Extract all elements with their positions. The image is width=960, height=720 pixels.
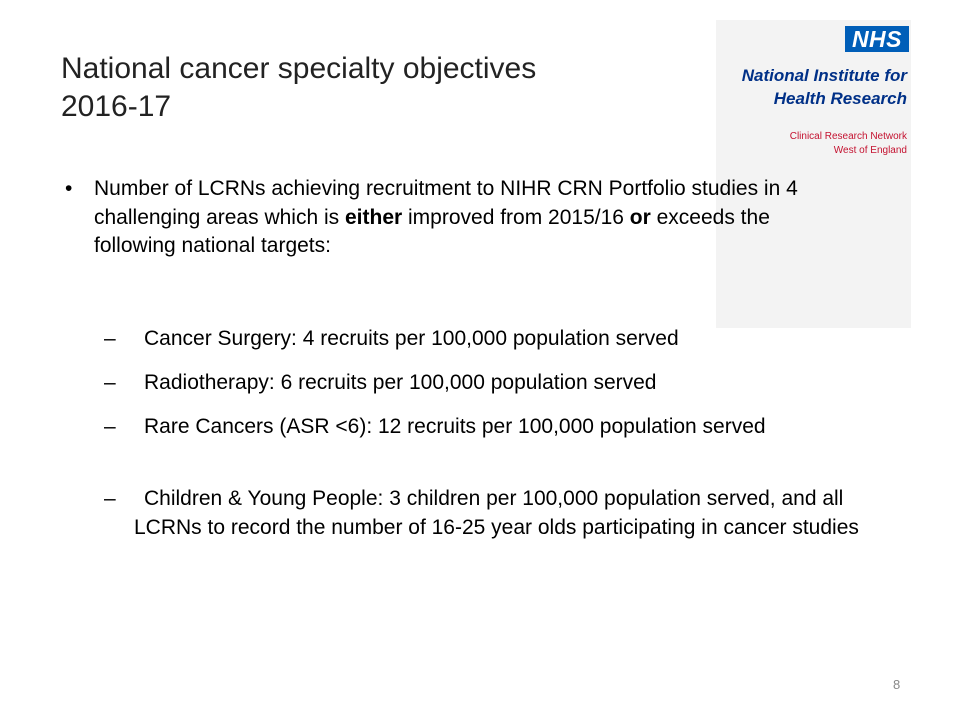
- sub-item-dash: –: [104, 487, 116, 510]
- bullet-bold-either: either: [344, 205, 403, 229]
- bullet-part2: improved from 2015/16: [402, 205, 630, 229]
- sub-item-cancer-surgery: [104, 325, 904, 354]
- title-line1: National cancer specialty objectives: [61, 52, 537, 85]
- bullet-marker: •: [65, 177, 73, 200]
- sub-item-text: Rare Cancers (ASR <6): 12 recruits per 100,000 population served: [144, 415, 766, 438]
- nihr-logo-panel: [716, 20, 911, 328]
- network-line2: West of England: [833, 145, 907, 156]
- org-name-line1: National Institute for: [741, 66, 907, 85]
- network-name: [790, 130, 907, 158]
- org-name-line2: Health Research: [773, 89, 907, 108]
- slide-title: [61, 50, 536, 126]
- sub-item-text: Children & Young People: 3 children per 100,000 population served, and all LCRNs to record the number of 16-25 year olds participating in cancer studies: [134, 487, 859, 539]
- sub-item-dash: –: [104, 415, 116, 438]
- bullet-bold-or: or: [629, 205, 651, 229]
- bullet-text: [94, 175, 834, 261]
- sub-item-text: Radiotherapy: 6 recruits per 100,000 population served: [144, 371, 657, 394]
- title-line2: 2016-17: [61, 90, 172, 123]
- sub-item-dash: –: [104, 327, 116, 350]
- org-name: [742, 64, 907, 110]
- sub-item-children-young-people: [104, 485, 894, 542]
- sub-item-text: Cancer Surgery: 4 recruits per 100,000 population served: [144, 327, 679, 350]
- sub-item-radiotherapy: [104, 369, 904, 398]
- page-number: 8: [893, 677, 901, 692]
- network-line1: Clinical Research Network: [789, 131, 907, 142]
- nhs-badge: NHS: [845, 26, 909, 52]
- bullet-part1: Number of LCRNs achieving recruitment to NIHR CRN Portfolio studies in 4 challenging areas which is: [94, 177, 798, 229]
- bullet-part3: exceeds the following national targets:: [94, 205, 770, 257]
- sub-item-dash: –: [104, 371, 116, 394]
- sub-item-rare-cancers: [104, 413, 794, 442]
